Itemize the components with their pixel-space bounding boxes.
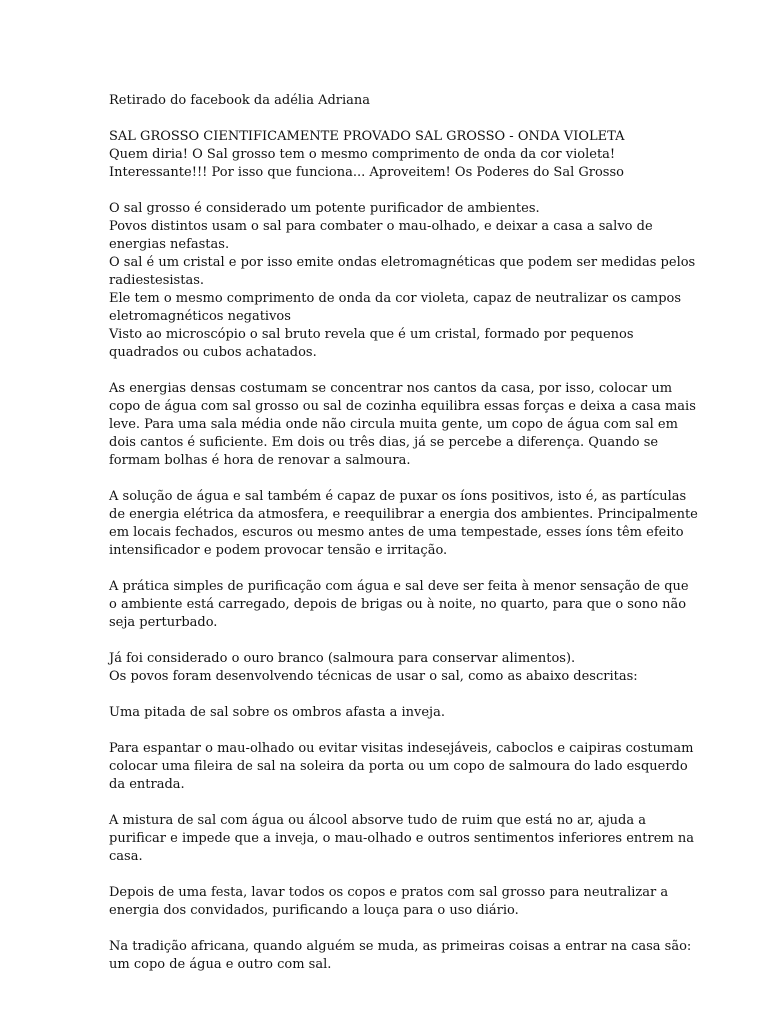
text-line: energias nefastas. (109, 237, 230, 252)
text-line: colocar uma fileira de sal na soleira da porta ou um copo de salmoura do lado esquerdo (109, 759, 688, 774)
text-line: Depois de uma festa, lavar todos os copos e pratos com sal grosso para neutralizar a (109, 885, 669, 900)
text-line: casa. (109, 849, 143, 864)
text-line: seja perturbado. (109, 615, 218, 630)
text-line: Para espantar o mau-olhado ou evitar visitas indesejáveis, caboclos e caipiras costumam (109, 741, 694, 756)
text-line: dois cantos é suficiente. Em dois ou três dias, já se percebe a diferença. Quando se (109, 435, 659, 450)
text-line: O sal grosso é considerado um potente purificador de ambientes. (109, 201, 540, 216)
text-line: O sal é um cristal e por isso emite ondas eletromagnéticas que podem ser medidas pelos (109, 255, 696, 270)
text-line: o ambiente está carregado, depois de brigas ou à noite, no quarto, para que o sono não (109, 597, 687, 612)
text-line: Já foi considerado o ouro branco (salmoura para conservar alimentos). (109, 651, 576, 666)
text-line: eletromagnéticos negativos (109, 309, 291, 324)
text-line: copo de água com sal grosso ou sal de cozinha equilibra essas forças e deixa a casa mais (109, 399, 696, 414)
text-line: intensificador e podem provocar tensão e irritação. (109, 543, 448, 558)
text-line: da entrada. (109, 777, 185, 792)
text-line: As energias densas costumam se concentrar nos cantos da casa, por isso, colocar um (109, 381, 673, 396)
text-line: Povos distintos usam o sal para combater o mau-olhado, e deixar a casa a salvo de (109, 219, 653, 234)
text-line: um copo de água e outro com sal. (109, 957, 332, 972)
text-line: Ele tem o mesmo comprimento de onda da cor violeta, capaz de neutralizar os campos (109, 291, 682, 306)
text-line: purificar e impede que a inveja, o mau-olhado e outros sentimentos inferiores entrem na (109, 831, 694, 846)
text-line: Na tradição africana, quando alguém se muda, as primeiras coisas a entrar na casa são: (109, 939, 692, 954)
text-line: quadrados ou cubos achatados. (109, 345, 317, 360)
text-line: Interessante!!! Por isso que funciona... Aproveitem! Os Poderes do Sal Grosso (109, 165, 624, 180)
text-line: radiestesistas. (109, 273, 205, 288)
text-line: formam bolhas é hora de renovar a salmoura. (109, 453, 411, 468)
text-line: SAL GROSSO CIENTIFICAMENTE PROVADO SAL GROSSO - ONDA VIOLETA (109, 129, 625, 144)
text-line: Retirado do facebook da adélia Adriana (109, 93, 371, 108)
text-line: em locais fechados, escuros ou mesmo antes de uma tempestade, esses íons têm efeito (109, 525, 684, 540)
text-line: A prática simples de purificação com água e sal deve ser feita à menor sensação de que (109, 579, 689, 594)
text-line: energia dos convidados, purificando a louça para o uso diário. (109, 903, 519, 918)
text-line: Quem diria! O Sal grosso tem o mesmo comprimento de onda da cor violeta! (109, 147, 616, 162)
text-line: Os povos foram desenvolvendo técnicas de usar o sal, como as abaixo descritas: (109, 669, 638, 684)
text-line: Visto ao microscópio o sal bruto revela que é um cristal, formado por pequenos (109, 327, 634, 342)
text-line: A solução de água e sal também é capaz de puxar os íons positivos, isto é, as partículas (109, 489, 687, 504)
text-line: de energia elétrica da atmosfera, e reequilibrar a energia dos ambientes. Principalmente (109, 507, 698, 522)
text-line: A mistura de sal com água ou álcool absorve tudo de ruim que está no ar, ajuda a (109, 813, 647, 828)
text-line: Uma pitada de sal sobre os ombros afasta a inveja. (109, 705, 445, 720)
text-line: leve. Para uma sala média onde não circula muita gente, um copo de água com sal em (109, 417, 678, 432)
